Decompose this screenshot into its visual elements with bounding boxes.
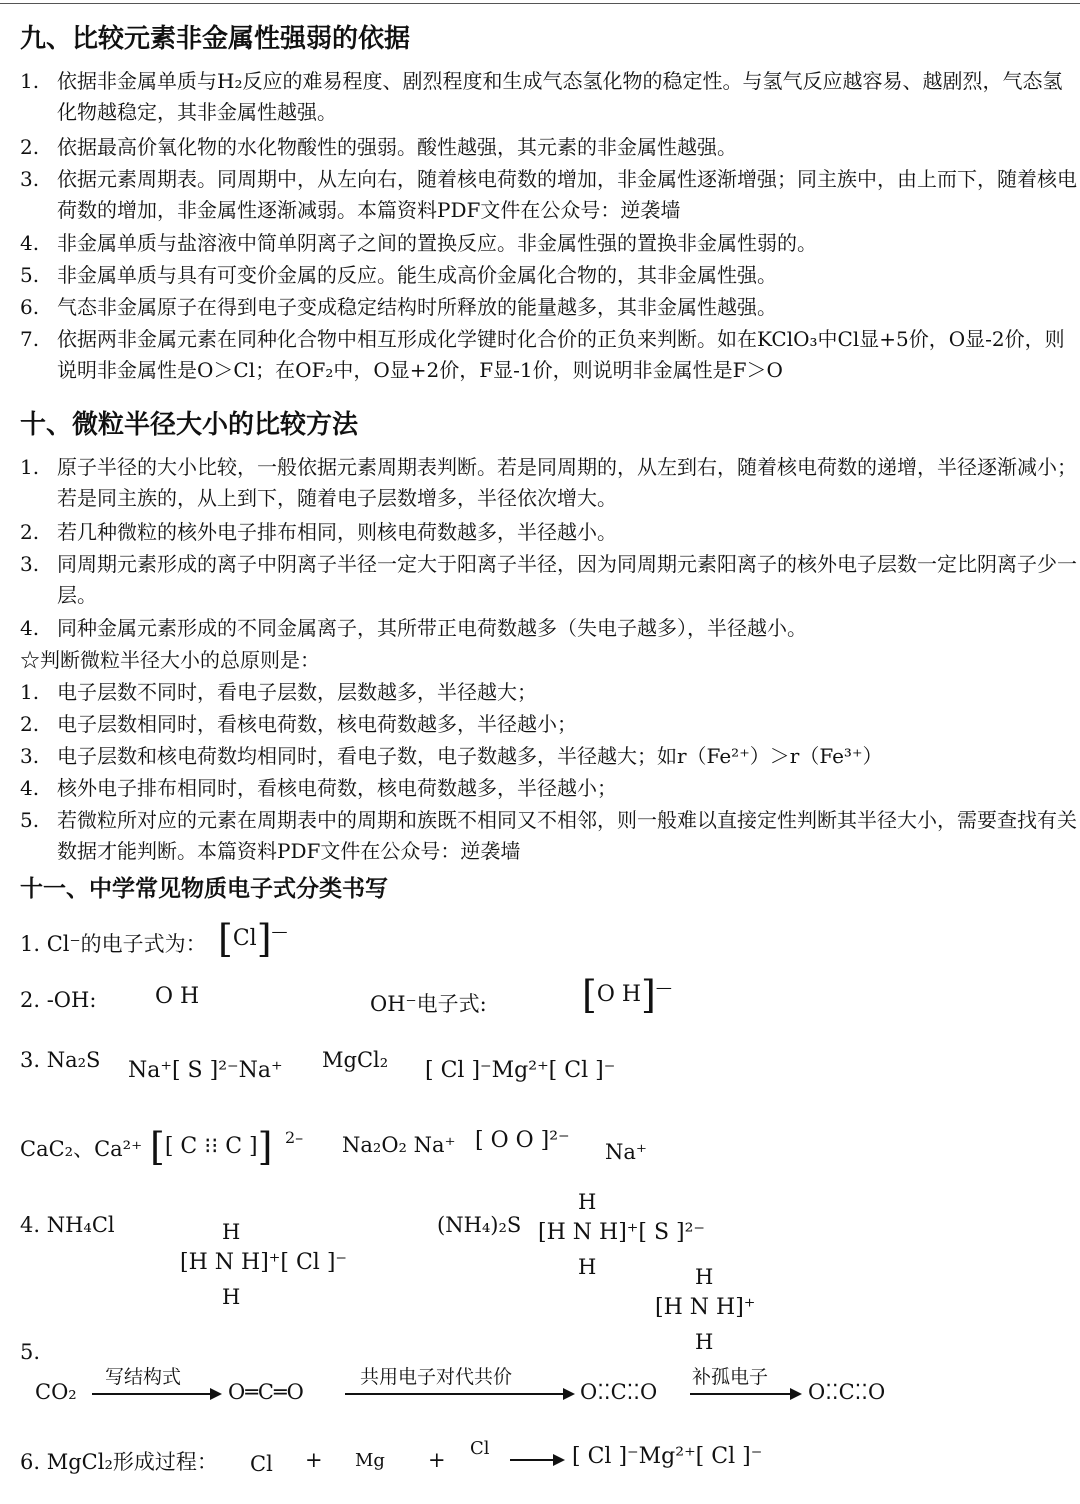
item-text: 气态非金属原子在得到电子变成稳定结构时所释放的能量越多，其非金属性越强。 bbox=[57, 295, 777, 319]
e4c-h-top: H bbox=[695, 1265, 714, 1289]
e3-formula: Na⁺[ S ]²⁻Na⁺ bbox=[128, 1058, 283, 1083]
section10-title: 十、微粒半径大小的比较方法 bbox=[20, 410, 359, 440]
list-item bbox=[20, 164, 1078, 226]
item-number: 1. bbox=[20, 680, 40, 704]
section11-title: 十一、中学常见物质电子式分类书写 bbox=[20, 876, 388, 902]
item-number: 1. bbox=[20, 69, 40, 93]
arrow3-label: 补孤电子 bbox=[692, 1366, 769, 1388]
e3-label: 3. Na₂S bbox=[20, 1048, 101, 1072]
item-number: 4. bbox=[20, 231, 40, 255]
item-text: 同周期元素形成的离子中阴离子半径一定大于阳离子半径，因为同周期元素阳离子的核外电子层数一定比阴离子少一层。 bbox=[57, 552, 1077, 607]
item-text: 依据元素周期表。同周期中，从左向右，随着核电荷数的增加，非金属性逐渐增强；同主族中，由上而下，随着核电荷数的增加，非金属性逐渐减弱。本篇资料PDF文件在公众号：逆袭墙 bbox=[57, 167, 1077, 222]
list-item bbox=[20, 517, 1078, 548]
item-number: 4. bbox=[20, 616, 40, 640]
arrow2-head bbox=[563, 1388, 575, 1400]
list-item bbox=[20, 228, 1078, 259]
e6-plus1: + bbox=[305, 1448, 323, 1472]
list-item bbox=[20, 452, 1078, 514]
item-number: 3. bbox=[20, 552, 40, 576]
list-item bbox=[20, 549, 1078, 611]
item-text: 核外电子排布相同时，看核电荷数，核电荷数越多，半径越小； bbox=[57, 776, 617, 800]
e4c-h-bottom: H bbox=[695, 1330, 714, 1354]
list-item bbox=[20, 677, 1078, 708]
item-text: 同种金属元素形成的不同金属离子，其所带正电荷数越多（失电子越多），半径越小。 bbox=[57, 616, 807, 640]
e4c-formula: [H N H]⁺ bbox=[655, 1295, 756, 1320]
struct3: O⁚⁚C⁚⁚O bbox=[808, 1380, 886, 1404]
item-text: 原子半径的大小比较，一般依据元素周期表判断。若是同周期的，从左到右，随着核电荷数的递增，半径逐渐减小；若是同主族的，从上到下，随着电子层数增多，半径依次增大。 bbox=[57, 455, 1077, 510]
e3c-label: CaC₂、Ca²⁺ bbox=[20, 1137, 143, 1161]
item-text: 依据两非金属元素在同种化合物中相互形成化学键时化合价的正负来判断。如在KClO₃中Cl显+5价，O显-2价，则说明非金属性是O＞Cl；在OF₂中，O显+2价，F显-1价，则说明非金属性是F＞O bbox=[57, 327, 1065, 382]
e2-label: 2. -OH: bbox=[20, 988, 97, 1012]
struct1: O═C═O bbox=[228, 1380, 304, 1404]
item-number: 1. bbox=[20, 455, 40, 479]
arrow2-label: 共用电子对代共价 bbox=[360, 1366, 513, 1388]
list-item bbox=[20, 66, 1078, 128]
item-number: 4. bbox=[20, 776, 40, 800]
e4b-h-bottom: H bbox=[578, 1255, 597, 1279]
arrow1-head bbox=[210, 1388, 222, 1400]
e4-h-bottom: H bbox=[222, 1285, 241, 1309]
list-item bbox=[20, 773, 1078, 804]
item-text: 非金属单质与盐溶液中简单阴离子之间的置换反应。非金属性强的置换非金属性弱的。 bbox=[57, 231, 817, 255]
e1-cl: Cl bbox=[232, 926, 257, 951]
e4-h-top: H bbox=[222, 1220, 241, 1244]
e2-formula: O H bbox=[155, 984, 200, 1009]
list-item bbox=[20, 132, 1078, 163]
section9-title: 九、比较元素非金属性强弱的依据 bbox=[20, 24, 411, 54]
e3d-formula: [ O O ]²⁻ bbox=[475, 1128, 570, 1153]
list-item bbox=[20, 324, 1078, 386]
e6-cl2: Cl bbox=[470, 1438, 490, 1459]
e3d-label: Na₂O₂ Na⁺ bbox=[342, 1133, 456, 1157]
arrow1-line bbox=[92, 1393, 212, 1395]
e2b-label: OH⁻电子式: bbox=[370, 992, 487, 1016]
item-text: 依据非金属单质与H₂反应的难易程度、剧烈程度和生成气态氢化物的稳定性。与氢气反应越容易、越剧烈，气态氢化物越稳定，其非金属性越强。 bbox=[57, 69, 1063, 124]
e6-plus2: + bbox=[428, 1448, 446, 1472]
e1-formula: [Cl]— bbox=[218, 917, 288, 961]
list-item bbox=[20, 709, 1078, 740]
principle-title: ☆判断微粒半径大小的总原则是： bbox=[20, 648, 320, 672]
arrow3-head bbox=[790, 1388, 802, 1400]
e3c-charge: 2– bbox=[285, 1128, 304, 1147]
e4b-label: (NH₄)₂S bbox=[437, 1213, 522, 1237]
item-number: 2. bbox=[20, 712, 40, 736]
list-item bbox=[20, 292, 1078, 323]
item-text: 电子层数和核电荷数均相同时，看电子数，电子数越多，半径越大；如r（Fe²⁺）＞r（Fe³⁺） bbox=[57, 744, 883, 768]
list-item bbox=[20, 805, 1078, 867]
e1-label: 1. Cl⁻的电子式为： bbox=[20, 932, 207, 956]
e3b-formula: [ Cl ]⁻Mg²⁺[ Cl ]⁻ bbox=[425, 1058, 616, 1083]
item-text: 电子层数不同时，看电子层数，层数越多，半径越大； bbox=[57, 680, 537, 704]
e3b-label: MgCl₂ bbox=[322, 1048, 389, 1072]
item-text: 若几种微粒的核外电子排布相同，则核电荷数越多，半径越小。 bbox=[57, 520, 617, 544]
list-item bbox=[20, 613, 1078, 644]
e4-label: 4. NH₄Cl bbox=[20, 1213, 115, 1237]
item-text: 依据最高价氧化物的水化物酸性的强弱。酸性越强，其元素的非金属性越强。 bbox=[57, 135, 737, 159]
item-text: 若微粒所对应的元素在周期表中的周期和族既不相同又不相邻，则一般难以直接定性判断其半径大小，需要查找有关数据才能判断。本篇资料PDF文件在公众号：逆袭墙 bbox=[57, 808, 1077, 863]
e6-cl: Cl bbox=[250, 1452, 273, 1476]
e6-mg: Mg bbox=[355, 1450, 385, 1471]
e4b-formula: [H N H]⁺[ S ]²⁻ bbox=[538, 1220, 706, 1245]
e5-label: 5. bbox=[20, 1340, 41, 1364]
arrow2-line bbox=[345, 1393, 565, 1395]
e6-arrow-line bbox=[510, 1459, 555, 1461]
e3c-formula: [[ C ⁝⁝ C ]] bbox=[150, 1125, 273, 1169]
arrow1-label: 写结构式 bbox=[105, 1366, 182, 1388]
item-text: 电子层数相同时，看核电荷数，核电荷数越多，半径越小； bbox=[57, 712, 577, 736]
struct2: O⁚⁚C⁚⁚O bbox=[580, 1380, 658, 1404]
list-item bbox=[20, 741, 1078, 772]
e2b-formula: [O H]— bbox=[582, 973, 672, 1017]
e6-arrow-head bbox=[553, 1454, 565, 1466]
e6-result: [ Cl ]⁻Mg²⁺[ Cl ]⁻ bbox=[572, 1444, 763, 1469]
item-number: 3. bbox=[20, 744, 40, 768]
item-number: 3. bbox=[20, 167, 40, 191]
item-number: 2. bbox=[20, 520, 40, 544]
co2: CO₂ bbox=[35, 1380, 77, 1404]
arrow3-line bbox=[690, 1393, 792, 1395]
item-number: 6. bbox=[20, 295, 40, 319]
e4-formula: [H N H]⁺[ Cl ]⁻ bbox=[180, 1250, 348, 1275]
item-text: 非金属单质与具有可变价金属的反应。能生成高价金属化合物的，其非金属性强。 bbox=[57, 263, 777, 287]
e3d-tail: Na⁺ bbox=[605, 1140, 647, 1164]
e6-label: 6. MgCl₂形成过程： bbox=[20, 1450, 218, 1474]
item-number: 7. bbox=[20, 327, 40, 351]
list-item bbox=[20, 260, 1078, 291]
item-number: 2. bbox=[20, 135, 40, 159]
item-number: 5. bbox=[20, 808, 40, 832]
item-number: 5. bbox=[20, 263, 40, 287]
top-rule bbox=[0, 3, 1080, 4]
e4b-h-top: H bbox=[578, 1190, 597, 1214]
